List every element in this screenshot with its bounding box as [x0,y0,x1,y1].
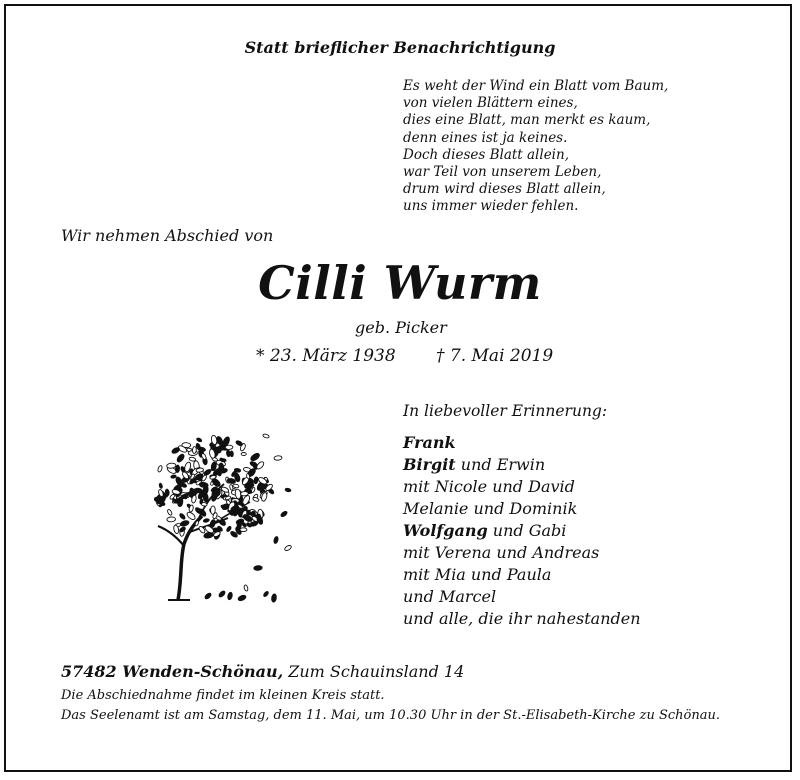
family-line: und Marcel [403,587,497,606]
poem-line: denn eines ist ja keines. [403,129,568,146]
deceased-name: Cilli Wurm [258,256,542,310]
death-date: † 7. Mai 2019 [436,346,554,366]
family-line: mit Mia und Paula [403,565,552,584]
windblown-tree-icon [138,428,298,606]
poem-line: drum wird dieses Blatt allein, [403,181,606,198]
family-list [403,432,641,630]
family-line: mit Nicole und David [403,477,575,496]
notice-header: Statt brieflicher Benachrichtigung [244,38,556,57]
family-line: Frank [403,433,456,452]
poem-line: Es weht der Wind ein Blatt vom Baum, [403,78,669,94]
family-line: und alle, die ihr nahestanden [403,609,641,628]
intro-text: Wir nehmen Abschied von [61,226,274,245]
poem-line: Doch dieses Blatt allein, [403,146,569,163]
maiden-name: geb. Picker [355,318,447,337]
poem-line: uns immer wieder fehlen. [403,198,579,215]
family-line: mit Verena und Andreas [403,543,600,562]
memory-heading: In liebevoller Erinnerung: [403,402,608,420]
poem [403,78,668,216]
address: 57482 Wenden-Schönau, Zum Schauinsland 14 [61,662,465,681]
poem-line: von vielen Blättern eines, [403,95,578,112]
farewell-note: Die Abschiednahme findet im kleinen Kreis statt. [61,688,385,703]
family-line: Melanie und Dominik [403,499,578,518]
requiem-note: Das Seelenamt ist am Samstag, dem 11. Mai, um 10.30 Uhr in der St.-Elisabeth-Kirche zu Schönau. [61,708,721,723]
poem-line: dies eine Blatt, man merkt es kaum, [403,112,651,129]
family-line: Birgit und Erwin [403,455,546,474]
family-line: Wolfgang und Gabi [403,521,567,540]
notice-border [4,4,792,772]
birth-date: * 23. März 1938 [256,346,396,366]
poem-line: war Teil von unserem Leben, [403,164,602,181]
